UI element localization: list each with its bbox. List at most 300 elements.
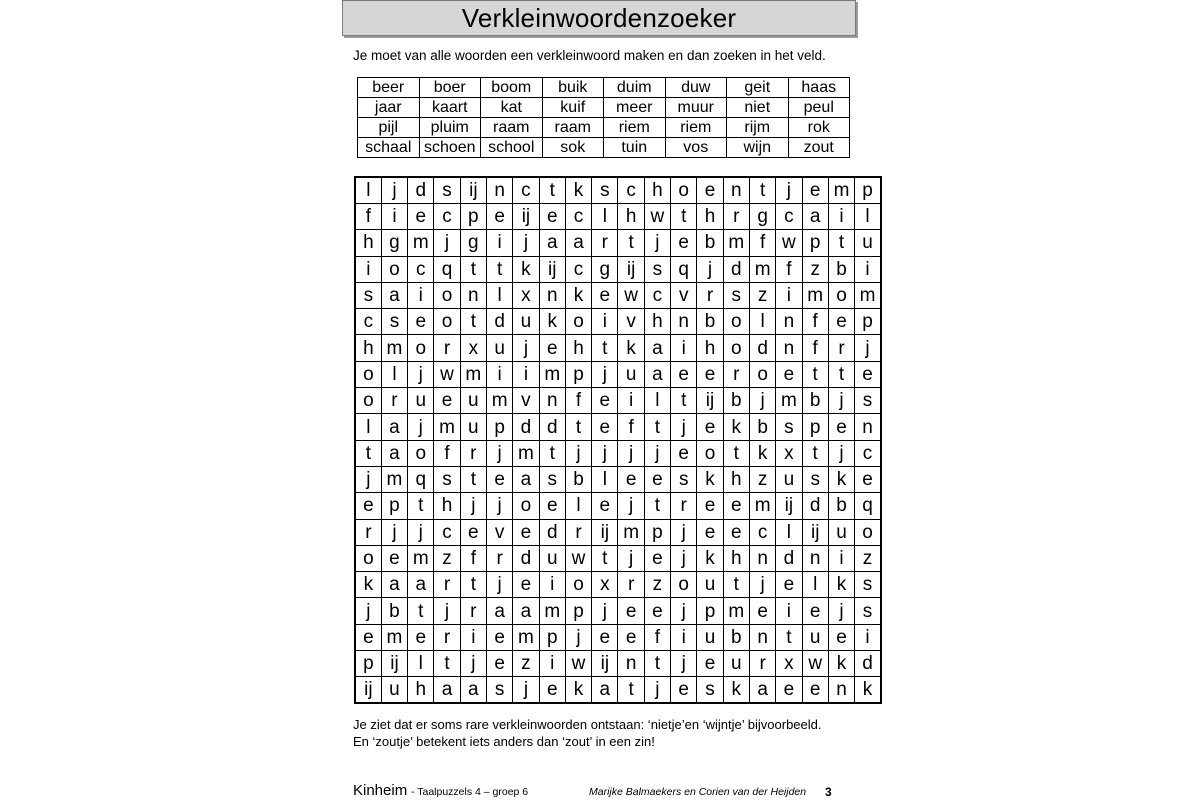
grid-letter-cell[interactable]: u: [513, 309, 539, 335]
grid-letter-cell[interactable]: a: [802, 204, 828, 230]
grid-letter-cell[interactable]: p: [460, 204, 486, 230]
grid-letter-cell[interactable]: c: [749, 519, 775, 545]
grid-letter-cell[interactable]: p: [802, 230, 828, 256]
grid-letter-cell[interactable]: m: [460, 361, 486, 387]
grid-letter-cell[interactable]: n: [828, 677, 854, 704]
grid-letter-cell[interactable]: e: [539, 204, 565, 230]
grid-letter-cell[interactable]: o: [723, 335, 749, 361]
grid-letter-cell[interactable]: l: [855, 204, 881, 230]
grid-letter-cell[interactable]: e: [697, 414, 723, 440]
grid-letter-cell[interactable]: i: [381, 204, 407, 230]
grid-letter-cell[interactable]: b: [697, 230, 723, 256]
grid-letter-cell[interactable]: t: [749, 177, 775, 204]
grid-letter-cell[interactable]: j: [355, 466, 381, 492]
grid-letter-cell[interactable]: l: [802, 572, 828, 598]
grid-letter-cell[interactable]: e: [697, 177, 723, 204]
grid-letter-cell[interactable]: e: [828, 414, 854, 440]
grid-letter-cell[interactable]: a: [565, 230, 591, 256]
grid-letter-cell[interactable]: e: [592, 414, 618, 440]
grid-letter-cell[interactable]: j: [618, 493, 644, 519]
grid-letter-cell[interactable]: s: [434, 177, 460, 204]
grid-letter-cell[interactable]: j: [776, 177, 802, 204]
grid-letter-cell[interactable]: k: [697, 545, 723, 571]
grid-letter-cell[interactable]: t: [671, 388, 697, 414]
grid-letter-cell[interactable]: e: [776, 677, 802, 704]
grid-letter-cell[interactable]: e: [644, 466, 670, 492]
grid-letter-cell[interactable]: i: [460, 624, 486, 650]
grid-letter-cell[interactable]: d: [539, 519, 565, 545]
grid-letter-cell[interactable]: e: [697, 651, 723, 677]
grid-letter-cell[interactable]: t: [644, 414, 670, 440]
grid-letter-cell[interactable]: o: [513, 493, 539, 519]
grid-letter-cell[interactable]: t: [828, 230, 854, 256]
grid-letter-cell[interactable]: n: [460, 282, 486, 308]
grid-letter-cell[interactable]: j: [434, 598, 460, 624]
grid-letter-cell[interactable]: d: [749, 335, 775, 361]
grid-letter-cell[interactable]: e: [408, 204, 434, 230]
grid-letter-cell[interactable]: e: [828, 309, 854, 335]
grid-letter-cell[interactable]: r: [592, 230, 618, 256]
grid-letter-cell[interactable]: t: [802, 361, 828, 387]
grid-letter-cell[interactable]: o: [434, 282, 460, 308]
grid-letter-cell[interactable]: l: [486, 282, 512, 308]
grid-letter-cell[interactable]: s: [855, 598, 881, 624]
grid-letter-cell[interactable]: t: [434, 651, 460, 677]
grid-letter-cell[interactable]: r: [828, 335, 854, 361]
grid-letter-cell[interactable]: v: [486, 519, 512, 545]
grid-letter-cell[interactable]: m: [828, 177, 854, 204]
grid-letter-cell[interactable]: i: [486, 361, 512, 387]
grid-letter-cell[interactable]: p: [486, 414, 512, 440]
grid-letter-cell[interactable]: o: [671, 177, 697, 204]
grid-letter-cell[interactable]: m: [855, 282, 881, 308]
grid-letter-cell[interactable]: e: [381, 545, 407, 571]
grid-letter-cell[interactable]: j: [513, 335, 539, 361]
grid-letter-cell[interactable]: m: [539, 361, 565, 387]
grid-letter-cell[interactable]: f: [434, 440, 460, 466]
grid-letter-cell[interactable]: e: [592, 624, 618, 650]
grid-letter-cell[interactable]: o: [355, 361, 381, 387]
grid-letter-cell[interactable]: e: [618, 466, 644, 492]
grid-letter-cell[interactable]: f: [355, 204, 381, 230]
grid-letter-cell[interactable]: c: [434, 519, 460, 545]
grid-letter-cell[interactable]: h: [697, 335, 723, 361]
grid-letter-cell[interactable]: s: [381, 309, 407, 335]
grid-letter-cell[interactable]: n: [618, 651, 644, 677]
grid-letter-cell[interactable]: m: [381, 466, 407, 492]
grid-letter-cell[interactable]: t: [618, 677, 644, 704]
grid-letter-cell[interactable]: e: [539, 335, 565, 361]
grid-letter-cell[interactable]: u: [539, 545, 565, 571]
grid-letter-cell[interactable]: r: [460, 598, 486, 624]
grid-letter-cell[interactable]: a: [434, 677, 460, 704]
grid-letter-cell[interactable]: o: [408, 335, 434, 361]
grid-letter-cell[interactable]: d: [855, 651, 881, 677]
grid-letter-cell[interactable]: i: [513, 361, 539, 387]
grid-letter-cell[interactable]: k: [618, 335, 644, 361]
grid-letter-cell[interactable]: j: [408, 414, 434, 440]
grid-letter-cell[interactable]: p: [539, 624, 565, 650]
grid-letter-cell[interactable]: s: [855, 388, 881, 414]
grid-letter-cell[interactable]: b: [802, 388, 828, 414]
grid-letter-cell[interactable]: c: [855, 440, 881, 466]
grid-letter-cell[interactable]: j: [618, 545, 644, 571]
grid-letter-cell[interactable]: h: [644, 309, 670, 335]
grid-letter-cell[interactable]: i: [671, 335, 697, 361]
grid-letter-cell[interactable]: j: [486, 440, 512, 466]
grid-letter-cell[interactable]: u: [618, 361, 644, 387]
grid-letter-cell[interactable]: h: [355, 230, 381, 256]
grid-letter-cell[interactable]: v: [513, 388, 539, 414]
grid-letter-cell[interactable]: t: [539, 440, 565, 466]
grid-letter-cell[interactable]: x: [776, 440, 802, 466]
grid-letter-cell[interactable]: b: [828, 493, 854, 519]
grid-letter-cell[interactable]: q: [434, 256, 460, 282]
grid-letter-cell[interactable]: s: [644, 256, 670, 282]
grid-letter-cell[interactable]: j: [381, 177, 407, 204]
grid-letter-cell[interactable]: i: [776, 598, 802, 624]
grid-letter-cell[interactable]: l: [565, 493, 591, 519]
grid-letter-cell[interactable]: v: [671, 282, 697, 308]
grid-letter-cell[interactable]: o: [355, 388, 381, 414]
grid-letter-cell[interactable]: j: [486, 572, 512, 598]
grid-letter-cell[interactable]: t: [618, 230, 644, 256]
grid-letter-cell[interactable]: c: [565, 204, 591, 230]
grid-letter-cell[interactable]: j: [749, 572, 775, 598]
grid-letter-cell[interactable]: z: [802, 256, 828, 282]
grid-letter-cell[interactable]: o: [697, 440, 723, 466]
grid-letter-cell[interactable]: e: [355, 624, 381, 650]
grid-letter-cell[interactable]: k: [828, 651, 854, 677]
grid-letter-cell[interactable]: i: [408, 282, 434, 308]
grid-letter-cell[interactable]: c: [434, 204, 460, 230]
grid-letter-cell[interactable]: k: [539, 309, 565, 335]
grid-letter-cell[interactable]: l: [644, 388, 670, 414]
grid-letter-cell[interactable]: e: [776, 572, 802, 598]
grid-letter-cell[interactable]: d: [723, 256, 749, 282]
grid-letter-cell[interactable]: b: [381, 598, 407, 624]
grid-letter-cell[interactable]: i: [828, 204, 854, 230]
grid-letter-cell[interactable]: k: [697, 466, 723, 492]
grid-letter-cell[interactable]: f: [618, 414, 644, 440]
grid-letter-cell[interactable]: f: [776, 256, 802, 282]
grid-letter-cell[interactable]: u: [381, 677, 407, 704]
grid-letter-cell[interactable]: j: [671, 414, 697, 440]
grid-letter-cell[interactable]: m: [381, 335, 407, 361]
grid-letter-cell[interactable]: w: [776, 230, 802, 256]
grid-letter-cell[interactable]: b: [723, 624, 749, 650]
grid-letter-cell[interactable]: j: [513, 677, 539, 704]
grid-letter-cell[interactable]: b: [723, 388, 749, 414]
grid-letter-cell[interactable]: r: [381, 388, 407, 414]
grid-letter-cell[interactable]: n: [749, 624, 775, 650]
grid-letter-cell[interactable]: n: [855, 414, 881, 440]
grid-letter-cell[interactable]: a: [381, 572, 407, 598]
grid-letter-cell[interactable]: a: [592, 677, 618, 704]
grid-letter-cell[interactable]: m: [513, 440, 539, 466]
grid-letter-cell[interactable]: w: [618, 282, 644, 308]
grid-letter-cell[interactable]: l: [592, 204, 618, 230]
grid-letter-cell[interactable]: r: [723, 204, 749, 230]
grid-letter-cell[interactable]: p: [565, 598, 591, 624]
grid-letter-cell[interactable]: r: [434, 335, 460, 361]
grid-letter-cell[interactable]: e: [802, 598, 828, 624]
grid-letter-cell[interactable]: v: [618, 309, 644, 335]
grid-letter-cell[interactable]: o: [355, 545, 381, 571]
grid-letter-cell[interactable]: j: [828, 388, 854, 414]
grid-letter-cell[interactable]: t: [355, 440, 381, 466]
grid-letter-cell[interactable]: a: [460, 677, 486, 704]
grid-letter-cell[interactable]: ij: [697, 388, 723, 414]
grid-letter-cell[interactable]: d: [513, 414, 539, 440]
grid-letter-cell[interactable]: m: [749, 493, 775, 519]
grid-letter-cell[interactable]: n: [802, 545, 828, 571]
grid-letter-cell[interactable]: k: [355, 572, 381, 598]
grid-letter-cell[interactable]: r: [355, 519, 381, 545]
grid-letter-cell[interactable]: e: [723, 493, 749, 519]
grid-letter-cell[interactable]: k: [565, 282, 591, 308]
grid-letter-cell[interactable]: q: [855, 493, 881, 519]
grid-letter-cell[interactable]: ij: [539, 256, 565, 282]
grid-letter-cell[interactable]: j: [408, 519, 434, 545]
grid-letter-cell[interactable]: f: [749, 230, 775, 256]
grid-letter-cell[interactable]: a: [381, 414, 407, 440]
grid-letter-cell[interactable]: r: [618, 572, 644, 598]
grid-letter-cell[interactable]: j: [618, 440, 644, 466]
grid-letter-cell[interactable]: z: [644, 572, 670, 598]
grid-letter-cell[interactable]: h: [618, 204, 644, 230]
grid-letter-cell[interactable]: e: [697, 361, 723, 387]
grid-letter-cell[interactable]: j: [460, 493, 486, 519]
grid-letter-cell[interactable]: x: [776, 651, 802, 677]
grid-letter-cell[interactable]: ij: [618, 256, 644, 282]
grid-letter-cell[interactable]: j: [671, 519, 697, 545]
grid-letter-cell[interactable]: j: [855, 335, 881, 361]
grid-letter-cell[interactable]: j: [644, 230, 670, 256]
grid-letter-cell[interactable]: i: [671, 624, 697, 650]
grid-letter-cell[interactable]: p: [855, 177, 881, 204]
grid-letter-cell[interactable]: s: [802, 466, 828, 492]
grid-letter-cell[interactable]: j: [486, 493, 512, 519]
grid-letter-cell[interactable]: j: [355, 598, 381, 624]
grid-letter-cell[interactable]: a: [644, 335, 670, 361]
grid-letter-cell[interactable]: u: [802, 624, 828, 650]
grid-letter-cell[interactable]: t: [802, 440, 828, 466]
grid-letter-cell[interactable]: f: [802, 309, 828, 335]
grid-letter-cell[interactable]: g: [381, 230, 407, 256]
grid-letter-cell[interactable]: r: [697, 282, 723, 308]
grid-letter-cell[interactable]: f: [565, 388, 591, 414]
grid-letter-cell[interactable]: w: [802, 651, 828, 677]
grid-letter-cell[interactable]: h: [434, 493, 460, 519]
grid-letter-cell[interactable]: t: [408, 598, 434, 624]
grid-letter-cell[interactable]: r: [749, 651, 775, 677]
grid-letter-cell[interactable]: b: [749, 414, 775, 440]
grid-letter-cell[interactable]: l: [749, 309, 775, 335]
grid-letter-cell[interactable]: e: [802, 677, 828, 704]
grid-letter-cell[interactable]: e: [539, 493, 565, 519]
grid-letter-cell[interactable]: s: [434, 466, 460, 492]
grid-letter-cell[interactable]: j: [671, 598, 697, 624]
grid-letter-cell[interactable]: j: [592, 598, 618, 624]
grid-letter-cell[interactable]: j: [565, 440, 591, 466]
grid-letter-cell[interactable]: g: [749, 204, 775, 230]
grid-letter-cell[interactable]: j: [434, 230, 460, 256]
grid-letter-cell[interactable]: k: [723, 414, 749, 440]
grid-letter-cell[interactable]: m: [381, 624, 407, 650]
grid-letter-cell[interactable]: c: [408, 256, 434, 282]
grid-letter-cell[interactable]: e: [618, 624, 644, 650]
grid-letter-cell[interactable]: p: [355, 651, 381, 677]
grid-letter-cell[interactable]: p: [644, 519, 670, 545]
grid-letter-cell[interactable]: j: [381, 519, 407, 545]
grid-letter-cell[interactable]: s: [855, 572, 881, 598]
grid-letter-cell[interactable]: o: [565, 572, 591, 598]
grid-letter-cell[interactable]: j: [828, 440, 854, 466]
grid-letter-cell[interactable]: k: [855, 677, 881, 704]
grid-letter-cell[interactable]: a: [408, 572, 434, 598]
grid-letter-cell[interactable]: a: [381, 282, 407, 308]
grid-letter-cell[interactable]: s: [776, 414, 802, 440]
grid-letter-cell[interactable]: a: [644, 361, 670, 387]
grid-letter-cell[interactable]: e: [749, 598, 775, 624]
grid-letter-cell[interactable]: r: [671, 493, 697, 519]
grid-letter-cell[interactable]: a: [381, 440, 407, 466]
grid-letter-cell[interactable]: s: [671, 466, 697, 492]
grid-letter-cell[interactable]: e: [671, 361, 697, 387]
grid-letter-cell[interactable]: e: [855, 361, 881, 387]
grid-letter-cell[interactable]: d: [513, 545, 539, 571]
grid-letter-cell[interactable]: w: [565, 651, 591, 677]
grid-letter-cell[interactable]: u: [828, 519, 854, 545]
grid-letter-cell[interactable]: j: [828, 598, 854, 624]
grid-letter-cell[interactable]: ij: [381, 651, 407, 677]
grid-letter-cell[interactable]: g: [460, 230, 486, 256]
grid-letter-cell[interactable]: j: [697, 256, 723, 282]
grid-letter-cell[interactable]: n: [776, 309, 802, 335]
grid-letter-cell[interactable]: c: [776, 204, 802, 230]
grid-letter-cell[interactable]: r: [486, 545, 512, 571]
grid-letter-cell[interactable]: s: [592, 177, 618, 204]
grid-letter-cell[interactable]: e: [644, 545, 670, 571]
grid-letter-cell[interactable]: e: [460, 519, 486, 545]
grid-letter-cell[interactable]: m: [618, 519, 644, 545]
grid-letter-cell[interactable]: t: [408, 493, 434, 519]
grid-letter-cell[interactable]: l: [355, 414, 381, 440]
grid-letter-cell[interactable]: k: [828, 466, 854, 492]
grid-letter-cell[interactable]: p: [802, 414, 828, 440]
grid-letter-cell[interactable]: i: [539, 572, 565, 598]
grid-letter-cell[interactable]: a: [539, 230, 565, 256]
grid-letter-cell[interactable]: e: [697, 519, 723, 545]
grid-letter-cell[interactable]: ij: [355, 677, 381, 704]
grid-letter-cell[interactable]: e: [776, 361, 802, 387]
grid-letter-cell[interactable]: z: [749, 466, 775, 492]
grid-letter-cell[interactable]: l: [592, 466, 618, 492]
grid-letter-cell[interactable]: a: [486, 598, 512, 624]
grid-letter-cell[interactable]: t: [723, 440, 749, 466]
grid-letter-cell[interactable]: p: [565, 361, 591, 387]
grid-letter-cell[interactable]: e: [671, 677, 697, 704]
grid-letter-cell[interactable]: n: [671, 309, 697, 335]
grid-letter-cell[interactable]: m: [723, 598, 749, 624]
grid-letter-cell[interactable]: j: [513, 230, 539, 256]
grid-letter-cell[interactable]: u: [486, 335, 512, 361]
grid-letter-cell[interactable]: j: [749, 388, 775, 414]
grid-letter-cell[interactable]: e: [486, 651, 512, 677]
grid-letter-cell[interactable]: h: [644, 177, 670, 204]
grid-letter-cell[interactable]: x: [460, 335, 486, 361]
grid-letter-cell[interactable]: ij: [513, 204, 539, 230]
grid-letter-cell[interactable]: t: [644, 493, 670, 519]
grid-letter-cell[interactable]: n: [539, 388, 565, 414]
grid-letter-cell[interactable]: o: [723, 309, 749, 335]
grid-letter-cell[interactable]: e: [486, 204, 512, 230]
grid-letter-cell[interactable]: j: [565, 624, 591, 650]
grid-letter-cell[interactable]: f: [802, 335, 828, 361]
grid-letter-cell[interactable]: i: [355, 256, 381, 282]
grid-letter-cell[interactable]: j: [592, 361, 618, 387]
grid-letter-cell[interactable]: o: [749, 361, 775, 387]
grid-letter-cell[interactable]: t: [592, 545, 618, 571]
grid-letter-cell[interactable]: o: [671, 572, 697, 598]
grid-letter-cell[interactable]: s: [723, 282, 749, 308]
grid-letter-cell[interactable]: n: [486, 177, 512, 204]
grid-letter-cell[interactable]: g: [592, 256, 618, 282]
grid-letter-cell[interactable]: t: [723, 572, 749, 598]
grid-letter-cell[interactable]: c: [355, 309, 381, 335]
grid-letter-cell[interactable]: m: [723, 230, 749, 256]
grid-letter-cell[interactable]: e: [592, 493, 618, 519]
grid-letter-cell[interactable]: z: [513, 651, 539, 677]
grid-letter-cell[interactable]: ij: [460, 177, 486, 204]
grid-letter-cell[interactable]: e: [513, 519, 539, 545]
grid-letter-cell[interactable]: d: [486, 309, 512, 335]
grid-letter-cell[interactable]: h: [723, 466, 749, 492]
grid-letter-cell[interactable]: s: [697, 677, 723, 704]
grid-letter-cell[interactable]: h: [355, 335, 381, 361]
grid-letter-cell[interactable]: n: [723, 177, 749, 204]
grid-letter-cell[interactable]: f: [644, 624, 670, 650]
grid-letter-cell[interactable]: s: [539, 466, 565, 492]
grid-letter-cell[interactable]: k: [565, 177, 591, 204]
grid-letter-cell[interactable]: d: [539, 414, 565, 440]
grid-letter-cell[interactable]: s: [486, 677, 512, 704]
grid-letter-cell[interactable]: e: [486, 624, 512, 650]
grid-letter-cell[interactable]: e: [355, 493, 381, 519]
grid-letter-cell[interactable]: u: [723, 651, 749, 677]
grid-letter-cell[interactable]: l: [776, 519, 802, 545]
grid-letter-cell[interactable]: r: [460, 440, 486, 466]
grid-letter-cell[interactable]: j: [671, 651, 697, 677]
grid-letter-cell[interactable]: q: [408, 466, 434, 492]
grid-letter-cell[interactable]: k: [749, 440, 775, 466]
grid-letter-cell[interactable]: q: [671, 256, 697, 282]
grid-letter-cell[interactable]: ij: [802, 519, 828, 545]
grid-letter-cell[interactable]: ij: [592, 651, 618, 677]
grid-letter-cell[interactable]: t: [460, 256, 486, 282]
grid-letter-cell[interactable]: h: [723, 545, 749, 571]
grid-letter-cell[interactable]: c: [565, 256, 591, 282]
grid-letter-cell[interactable]: i: [855, 624, 881, 650]
grid-letter-cell[interactable]: e: [671, 440, 697, 466]
grid-letter-cell[interactable]: b: [697, 309, 723, 335]
grid-letter-cell[interactable]: d: [408, 177, 434, 204]
grid-letter-cell[interactable]: i: [618, 388, 644, 414]
grid-letter-cell[interactable]: j: [671, 545, 697, 571]
grid-letter-cell[interactable]: t: [644, 651, 670, 677]
grid-letter-cell[interactable]: l: [355, 177, 381, 204]
